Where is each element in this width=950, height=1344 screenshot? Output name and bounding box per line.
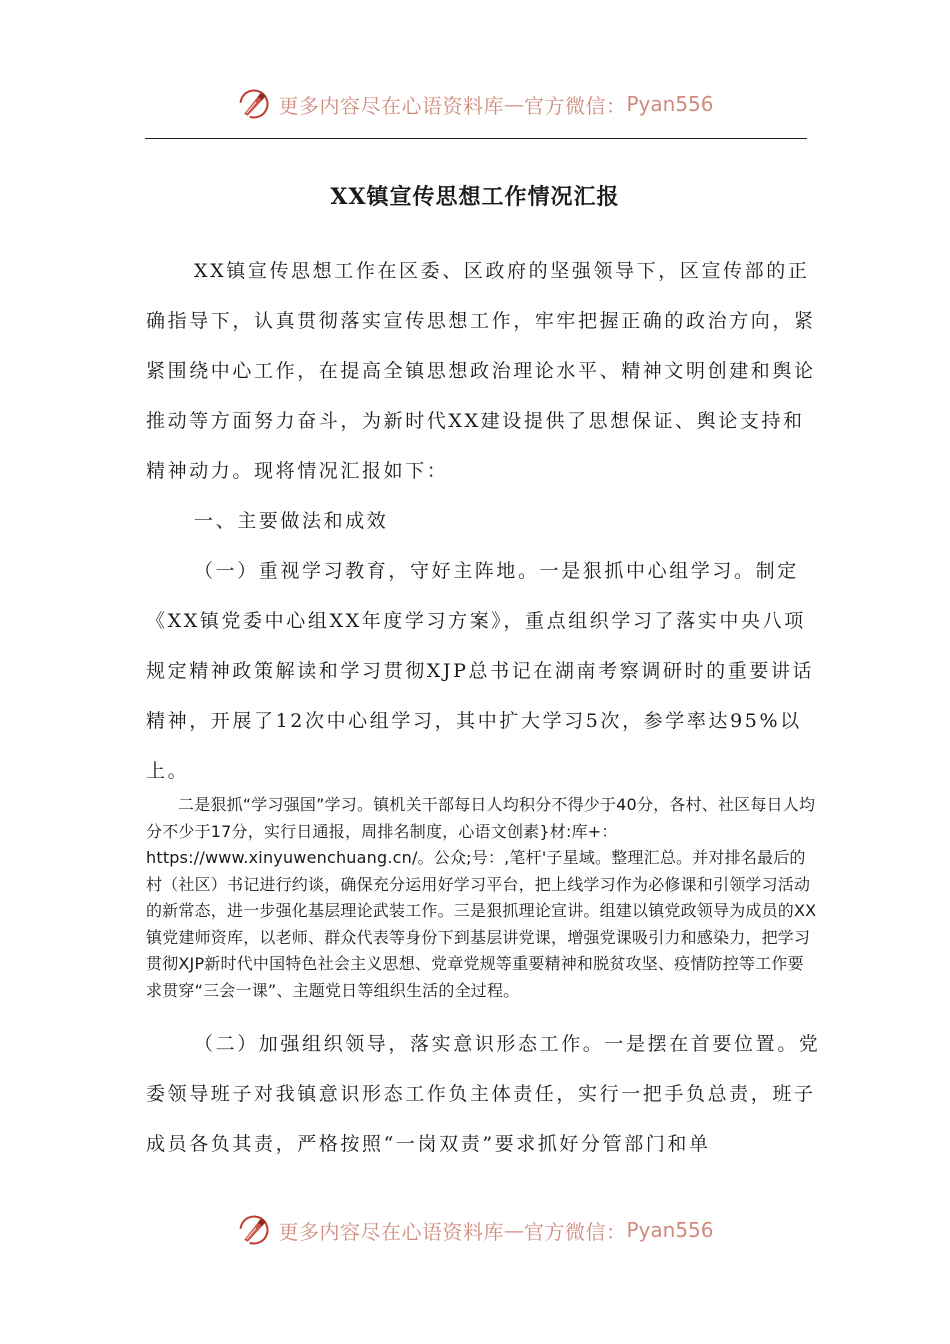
banner-wechat-id: Pyan556 (626, 1218, 714, 1242)
banner-suffix: 官方微信： (523, 1219, 627, 1244)
body-paragraph: （一）重视学习教育，守好主阵地。一是狠抓中心组学习。制定《XX镇党委中心组XX年度学习方案》，重点组织学习了落实中央八项规定精神政策解读和学习贯彻XJP总书记在湖南考察调研时的重要讲话精神，开展了12次中心组学习，其中扩大学习5次，参学率达95%以上。 (146, 560, 815, 782)
body-paragraph-small: 二是狠抓“学习强国”学习。镇机关干部每日人均积分不得少于40分，各村、社区每日人均分不少于17分，实行日通报，周排名制度，心语文创素}材:库+：https://www.xinyuwenchuang.cn/。公众;号：,笔杆'子星域。整理汇总。并对排名最后的村（社区）书记进行约谈，确保充分运用好学习平台，把上线学习作为必修课和引领学习活动的新常态，进一步强化基层理论武装工作。三是狠抓理论宣讲。组建以镇党政领导为成员的XX镇党建师资库，以老师、群众代表等身份下到基层讲党课，增强党课吸引力和感染力，把学习贯彻XJP新时代中国特色社会主义思想、党章党规等重要精神和脱贫攻坚、疫情防控等工作要求贯穿“三会一课”、主题党日等组织生活的全过程。 (146, 795, 817, 1000)
footer-banner (0, 1206, 950, 1254)
section-heading: 一、主要做法和成效 (194, 510, 389, 532)
pen-nib-logo-icon (236, 1212, 272, 1248)
header-divider (145, 138, 807, 139)
pen-nib-logo-icon (236, 86, 272, 122)
document-title: XX镇宣传思想工作情况汇报 (330, 184, 620, 210)
banner-suffix: 官方微信： (523, 93, 627, 118)
banner-text: 更多内容尽在心语资料库 (278, 1219, 504, 1244)
intro-paragraph: XX镇宣传思想工作在区委、区政府的坚强领导下，区宣传部的正确指导下，认真贯彻落实宣传思想工作，牢牢把握正确的政治方向，紧紧围绕中心工作，在提高全镇思想政治理论水平、精神文明创建和舆论推动等方面努力奋斗，为新时代XX建设提供了思想保证、舆论支持和精神动力。现将情况汇报如下： (146, 260, 816, 482)
banner-separator: — (503, 92, 524, 116)
banner-wechat-id: Pyan556 (626, 92, 714, 116)
body-paragraph: （二）加强组织领导，落实意识形态工作。一是摆在首要位置。党委领导班子对我镇意识形态工作负主体责任，实行一把手负总责，班子成员各负其责，严格按照“一岗双责”要求抓好分管部门和单 (146, 1033, 821, 1155)
banner-text: 更多内容尽在心语资料库 (278, 93, 504, 118)
header-banner (0, 80, 950, 128)
banner-separator: — (503, 1218, 524, 1242)
